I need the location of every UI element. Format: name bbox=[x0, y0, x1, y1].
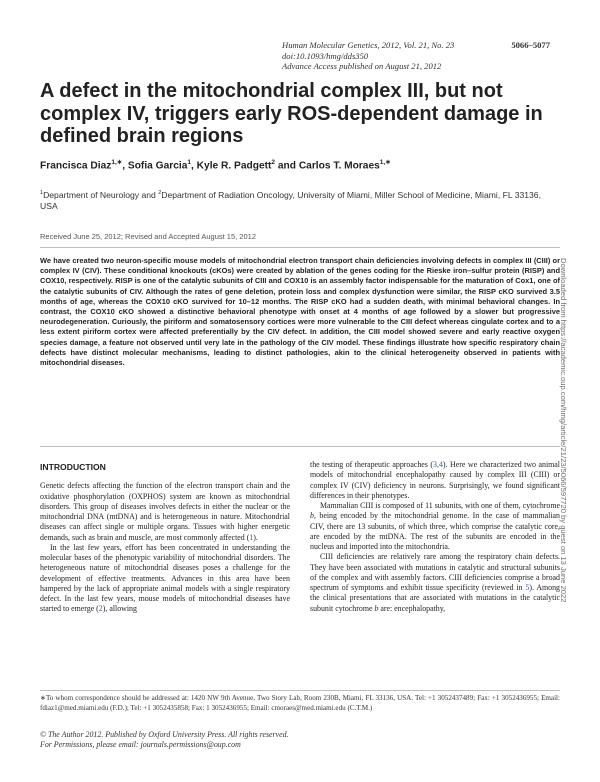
affil-part-2: Department of Radiation Oncology, University of Miami, Miller School of Medicine, Miami, FL 33136, USA bbox=[40, 189, 541, 212]
advance-access: Advance Access published on August 21, 2012 bbox=[282, 61, 442, 71]
affil-sup-1: 1 bbox=[40, 190, 44, 196]
divider-footnote bbox=[40, 690, 560, 691]
affil-part-1: Department of Neurology and bbox=[43, 189, 159, 200]
section-heading: INTRODUCTION bbox=[40, 462, 106, 472]
author-affil: 1 bbox=[187, 159, 191, 166]
copyright-line: © The Author 2012. Published by Oxford University Press. All rights reserved. bbox=[40, 730, 289, 739]
author-affil: 1,∗ bbox=[111, 159, 123, 166]
author-affil: 2 bbox=[271, 159, 276, 166]
paragraph: Mammalian CIII is composed of 11 subunits, with one of them, cytochrome b, being encoded by the mitochondrial genome. In the case of mammalian CIV, there are 13 subunits, of which three, which comprise the catalytic core, are encoded by the mtDNA. The rest of the subunits are encoded in the nucleus and imported into the mitochondria. bbox=[310, 501, 560, 551]
journal-citation: Human Molecular Genetics, 2012, Vol. 21, No. 23 bbox=[282, 40, 455, 50]
doi: doi:10.1093/hmg/dds350 bbox=[282, 50, 369, 61]
journal-header bbox=[282, 40, 550, 72]
paragraph: In the last few years, effort has been concentrated in understanding the molecular bases of the phenotypic variability of mitochondrial disorders. The heterogeneous nature of mitochondrial diseases poses a challenge for the development of effective treatments. Advances in this area have been hampered by the lack of appropriate animal models with a single respiratory defect. In the last few years, mouse models of mitochondrial diseases have started to emerge (2), allowing bbox=[40, 542, 290, 614]
permissions-line: For Permissions, please email: journals.permissions@oup.com bbox=[40, 740, 241, 750]
received-dates: Received June 25, 2012; Revised and Accepted August 15, 2012 bbox=[40, 232, 256, 241]
author-name: Sofia Garcia bbox=[127, 160, 188, 172]
divider-abstract bbox=[40, 446, 560, 447]
author-affil: 1,∗ bbox=[379, 159, 391, 166]
author-name: Kyle R. Padgett bbox=[196, 160, 272, 172]
author-name: Carlos T. Moraes bbox=[298, 160, 380, 172]
author-name: Francisca Diaz bbox=[40, 160, 112, 172]
divider-top bbox=[40, 247, 560, 248]
abstract: We have created two neuron-specific mouse models of mitochondrial electron transport chain deficiencies involving defects in complex III (CIII) or complex IV (CIV). These conditional knockouts (cKOs) were created by ablation of the genes coding for the Rieske iron–sulfur protein (RISP) and COX10, respectively. RISP is one of the catalytic subunits of CIII and COX10 is an assembly factor indispensable for the maturation of Cox1, one of the catalytic subunits of CIV. Although the rates of gene deletion, protein loss and complex dysfunction were similar, the RISP cKO survived 3.5 months of age, whereas the COX10 cKO survived for 10–12 months. The RISP cKO had a sudden death, with minimal behavioral changes. In contrast, the COX10 cKO showed a distinctive behavioral phenotype with onset at 4 months of age followed by a slower but progressive neurodegeneration. Curiously, the piriform and somatosensory cortices were more vulnerable to the CIII defect whereas cingulate cortex and to a less extent piriform cortex were affected preferentially by the CIV defect. In addition, the CIII model showed severe and early reactive oxygen species damage, a feature not observed until very late in the pathology of the CIV model. These findings illustrate how specific respiratory chain defects have distinct molecular mechanisms, leading to distinct pathologies, akin to the clinical heterogeneity observed in patients with mitochondrial diseases. bbox=[40, 256, 560, 368]
affil-sup-2: 2 bbox=[158, 190, 162, 196]
column-left bbox=[40, 462, 290, 615]
citation-link[interactable]: 5 bbox=[525, 583, 530, 592]
author-sep: and bbox=[275, 160, 299, 172]
column-right bbox=[310, 460, 560, 614]
citation-link[interactable]: 2 bbox=[98, 604, 103, 614]
download-watermark: Downloaded from https://academic.oup.com/hmg/article/21/23/5066/597720 by guest on 13 June 2022 bbox=[559, 258, 568, 603]
paragraph: CIII deficiencies are relatively rare among the respiratory chain defects. They have been associated with mutations in catalytic and structural subunits of the complex and with assembly factors. CIII deficiencies comprise a broad spectrum of symptoms and exhibit tissue specificity (reviewed in 5). Among the clinical presentations that are associated with mutations in the catalytic subunit cytochrome b are: encephalopathy, bbox=[310, 552, 560, 613]
article-title: A defect in the mitochondrial complex III, but not complex IV, triggers early ROS-dependent damage in defined brain regions bbox=[40, 80, 543, 147]
citation-link[interactable]: 1 bbox=[249, 532, 254, 542]
copyright-notice bbox=[40, 730, 560, 750]
page-range: 5066–5077 bbox=[511, 40, 550, 50]
author-list bbox=[40, 158, 560, 171]
paragraph: Genetic defects affecting the function of the electron transport chain and the oxidative phosphorylation (OXPHOS) system are known as mitochondrial disorders. This group of diseases involves defects in either the nuclear or the mitochondrial DNA (mtDNA) and is heterogeneous in nature. Mitochondrial diseases can affect single or multiple organs. Tissues with higher energetic demands, such as brain and muscle, are most commonly affected (1). bbox=[40, 481, 290, 542]
paragraph: the testing of therapeutic approaches (3,4). Here we characterized two animal models of mitochondrial encephalopathy caused by complex III (CIII) or complex IV (CIV) deficiency in neurons. Surprisingly, we found significant differences in their phenotypes. bbox=[310, 460, 560, 500]
affiliations bbox=[40, 188, 560, 213]
citation-link[interactable]: 3,4 bbox=[433, 460, 443, 469]
author-sep: , bbox=[122, 160, 128, 172]
correspondence-footnote: ∗To whom correspondence should be addressed at: 1420 NW 9th Avenue, Two Story Lab, Room 230B, Miami, FL 33136, USA. Tel: +1 3052437489; Fax: +1 3052436955; Email: fdiaz1@med.miami.edu (F.D.); Tel: +1 3052435858; Fax: 1 3052436955; Email: cmoraes@med.miami.edu (C.T.M.) bbox=[40, 694, 560, 712]
author-sep: , bbox=[191, 160, 197, 172]
